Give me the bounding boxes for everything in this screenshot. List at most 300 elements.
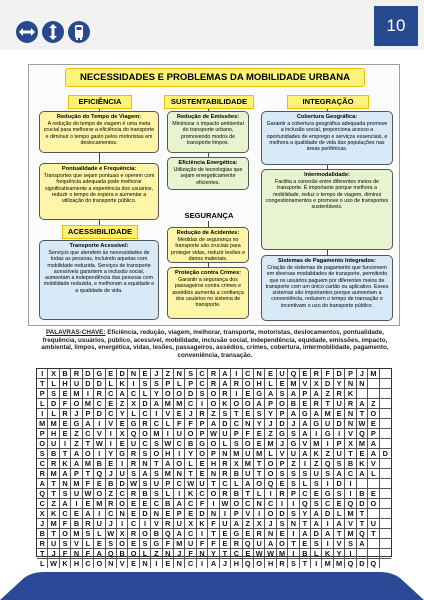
grid-cell: I xyxy=(94,509,105,519)
grid-cell: V xyxy=(277,449,288,459)
mind-map-title: NECESSIDADES E PROBLEMAS DA MOBILIDADE URBANA xyxy=(65,68,365,87)
grid-cell: B xyxy=(185,439,196,449)
grid-cell: A xyxy=(71,459,82,469)
grid-cell: R xyxy=(128,449,139,459)
grid-cell: O xyxy=(208,489,219,499)
grid-cell: O xyxy=(243,379,254,389)
grid-cell: M xyxy=(322,409,333,419)
grid-cell: L xyxy=(140,389,151,399)
grid-cell: S xyxy=(277,469,288,479)
grid-cell: L xyxy=(48,379,59,389)
grid-cell: V xyxy=(300,379,311,389)
grid-cell: I xyxy=(174,489,185,499)
grid-cell: T xyxy=(300,519,311,529)
grid-cell: E xyxy=(220,539,231,549)
grid-cell: S xyxy=(288,429,299,439)
grid-cell: U xyxy=(322,419,333,429)
grid-cell: Q xyxy=(106,549,117,559)
grid-cell: U xyxy=(71,489,82,499)
grid-cell: O xyxy=(94,489,105,499)
grid-cell: Y xyxy=(208,549,219,559)
grid-cell: V xyxy=(368,459,379,469)
grid-cell: H xyxy=(163,449,174,459)
grid-cell: S xyxy=(140,479,151,489)
grid-cell: Y xyxy=(265,409,276,419)
grid-cell: G xyxy=(231,529,242,539)
grid-cell: B xyxy=(117,549,128,559)
grid-cell: M xyxy=(48,519,59,529)
grid-cell: R xyxy=(334,389,345,399)
grid-cell: U xyxy=(71,379,82,389)
grid-cell: I xyxy=(322,519,333,529)
grid-cell: R xyxy=(106,499,117,509)
grid-cell: A xyxy=(163,459,174,469)
grid-cell: O xyxy=(117,499,128,509)
grid-cell: W xyxy=(208,429,219,439)
grid-cell: B xyxy=(163,499,174,509)
grid-cell: P xyxy=(300,389,311,399)
grid-cell: D xyxy=(140,399,151,409)
grid-cell: S xyxy=(254,409,265,419)
grid-cell: M xyxy=(83,459,94,469)
grid-cell: O xyxy=(185,429,196,439)
grid-cell: M xyxy=(163,469,174,479)
grid-cell: T xyxy=(48,479,59,489)
grid-cell: T xyxy=(357,409,368,419)
grid-cell: G xyxy=(197,439,208,449)
grid-cell: Z xyxy=(163,369,174,379)
connector xyxy=(99,153,100,163)
grid-cell: W xyxy=(106,529,117,539)
grid-cell: J xyxy=(185,409,196,419)
grid-cell: S xyxy=(288,479,299,489)
grid-cell: A xyxy=(151,399,162,409)
grid-cell xyxy=(368,549,379,559)
node-text: Utilização de tecnologias que sejam energeticamente eficientes. xyxy=(173,167,243,186)
grid-cell: Z xyxy=(288,459,299,469)
grid-cell: A xyxy=(368,449,379,459)
grid-cell: R xyxy=(345,399,356,409)
grid-cell: K xyxy=(345,389,356,399)
grid-cell: U xyxy=(277,369,288,379)
grid-cell: E xyxy=(185,509,196,519)
grid-cell: I xyxy=(197,559,208,568)
grid-cell: P xyxy=(334,439,345,449)
grid-cell: F xyxy=(185,549,196,559)
grid-cell: E xyxy=(277,379,288,389)
node-acidentes xyxy=(167,227,249,263)
grid-cell: A xyxy=(208,559,219,568)
grid-cell: C xyxy=(174,439,185,449)
grid-cell: N xyxy=(345,379,356,389)
grid-cell: F xyxy=(60,399,71,409)
grid-cell: G xyxy=(71,419,82,429)
grid-cell: A xyxy=(300,419,311,429)
grid-cell: I xyxy=(151,409,162,419)
grid-cell: N xyxy=(197,549,208,559)
grid-cell: J xyxy=(48,549,59,559)
grid-cell: E xyxy=(197,459,208,469)
grid-cell: I xyxy=(151,559,162,568)
grid-cell: C xyxy=(106,389,117,399)
grid-cell: O xyxy=(368,409,379,419)
grid-cell: Z xyxy=(322,389,333,399)
grid-cell: J xyxy=(265,419,276,429)
grid-cell: S xyxy=(140,539,151,549)
grid-cell: C xyxy=(185,529,196,539)
grid-cell: I xyxy=(140,519,151,529)
grid-cell xyxy=(368,389,379,399)
grid-cell: D xyxy=(334,369,345,379)
grid-cell: U xyxy=(174,429,185,439)
grid-cell xyxy=(380,489,391,499)
grid-cell: A xyxy=(140,469,151,479)
grid-cell: Z xyxy=(71,439,82,449)
grid-cell: L xyxy=(300,479,311,489)
grid-cell xyxy=(380,479,391,489)
grid-cell: P xyxy=(71,469,82,479)
mind-map-panel xyxy=(28,64,400,326)
grid-cell: Z xyxy=(117,399,128,409)
grid-cell: E xyxy=(128,499,139,509)
grid-cell: L xyxy=(128,409,139,419)
grid-cell: K xyxy=(48,509,59,519)
grid-cell: L xyxy=(48,409,59,419)
grid-cell: E xyxy=(277,529,288,539)
grid-cell: Q xyxy=(163,529,174,539)
grid-cell: N xyxy=(345,409,356,419)
grid-cell: A xyxy=(300,529,311,539)
grid-cell: S xyxy=(231,439,242,449)
grid-cell: U xyxy=(254,539,265,549)
grid-cell: E xyxy=(243,529,254,539)
grid-cell: I xyxy=(322,439,333,449)
grid-cell: E xyxy=(140,369,151,379)
grid-cell: J xyxy=(277,439,288,449)
grid-cell: E xyxy=(71,509,82,519)
grid-cell: P xyxy=(345,369,356,379)
grid-cell: C xyxy=(185,499,196,509)
grid-cell: O xyxy=(37,439,48,449)
grid-cell: T xyxy=(231,409,242,419)
grid-cell: I xyxy=(60,439,71,449)
grid-cell: M xyxy=(71,529,82,539)
grid-cell: R xyxy=(60,409,71,419)
grid-cell: D xyxy=(140,509,151,519)
grid-cell: U xyxy=(368,519,379,529)
grid-cell: S xyxy=(140,449,151,459)
grid-cell: I xyxy=(106,429,117,439)
grid-cell: O xyxy=(208,439,219,449)
grid-cell: U xyxy=(185,539,196,549)
grid-cell: N xyxy=(128,369,139,379)
grid-cell: Q xyxy=(94,469,105,479)
grid-cell xyxy=(380,429,391,439)
grid-cell: H xyxy=(208,459,219,469)
grid-cell: O xyxy=(174,389,185,399)
grid-cell: W xyxy=(254,549,265,559)
node-title: Pontualidade e Frequência: xyxy=(61,166,137,172)
grid-cell: E xyxy=(106,459,117,469)
grid-cell: L xyxy=(163,419,174,429)
grid-cell: V xyxy=(106,419,117,429)
grid-cell: R xyxy=(277,489,288,499)
grid-cell: U xyxy=(220,429,231,439)
grid-cell: E xyxy=(83,499,94,509)
grid-cell: C xyxy=(94,399,105,409)
grid-cell xyxy=(380,399,391,409)
grid-cell: R xyxy=(277,559,288,568)
grid-cell: X xyxy=(128,399,139,409)
grid-cell: A xyxy=(334,519,345,529)
grid-cell: A xyxy=(37,479,48,489)
grid-cell: L xyxy=(106,379,117,389)
grid-cell: W xyxy=(94,439,105,449)
grid-cell: B xyxy=(345,459,356,469)
grid-cell: G xyxy=(151,539,162,549)
grid-cell: A xyxy=(208,419,219,429)
grid-cell: R xyxy=(220,389,231,399)
grid-cell: R xyxy=(140,419,151,429)
grid-cell: R xyxy=(37,539,48,549)
grid-cell: P xyxy=(231,509,242,519)
keywords-text: Eficiência, redução, viagem, melhorar, transporte, motoristas, deslocamentos, pontualidade, frequência, usuários, público, acessível, mobilidade, inclusão social, independência, equidade, emissões, impacto, ambiental, limpos, energética, vidas, lesões, passageiros, assédios, crimes, cobertura, intermobilidade, pagamento, conveniência, transação. xyxy=(41,329,389,360)
grid-cell: E xyxy=(357,449,368,459)
grid-cell: R xyxy=(197,409,208,419)
grid-cell: C xyxy=(151,499,162,509)
grid-cell: U xyxy=(243,449,254,459)
grid-cell: S xyxy=(277,389,288,399)
grid-cell: P xyxy=(277,409,288,419)
grid-cell: P xyxy=(277,459,288,469)
grid-cell: H xyxy=(48,429,59,439)
grid-cell: I xyxy=(197,399,208,409)
grid-cell: D xyxy=(197,509,208,519)
grid-cell xyxy=(368,379,379,389)
grid-cell: Z xyxy=(48,499,59,509)
grid-cell: S xyxy=(151,489,162,499)
bottom-band xyxy=(0,566,424,600)
grid-cell: M xyxy=(151,429,162,439)
grid-cell: E xyxy=(128,559,139,568)
grid-cell: V xyxy=(151,519,162,529)
grid-cell: S xyxy=(277,519,288,529)
grid-cell: H xyxy=(71,559,82,568)
grid-cell: J xyxy=(106,469,117,479)
grid-cell: J xyxy=(357,369,368,379)
grid-cell: N xyxy=(288,519,299,529)
grid-cell: R xyxy=(220,469,231,479)
grid-cell: Z xyxy=(311,459,322,469)
grid-cell: O xyxy=(231,399,242,409)
grid-cell: Z xyxy=(106,489,117,499)
grid-cell xyxy=(380,459,391,469)
grid-cell: P xyxy=(185,379,196,389)
grid-cell: N xyxy=(254,499,265,509)
grid-cell: O xyxy=(265,459,276,469)
grid-cell: M xyxy=(322,559,333,568)
grid-cell xyxy=(380,499,391,509)
grid-cell: F xyxy=(83,549,94,559)
grid-cell: X xyxy=(37,509,48,519)
grid-cell: X xyxy=(254,519,265,529)
vehicle-icon xyxy=(68,21,90,43)
grid-cell: I xyxy=(345,479,356,489)
grid-cell: P xyxy=(368,429,379,439)
keywords-block xyxy=(40,329,390,360)
grid-cell: R xyxy=(254,529,265,539)
grid-cell: A xyxy=(368,439,379,449)
grid-cell: O xyxy=(277,539,288,549)
grid-cell: T xyxy=(185,469,196,479)
category-seguranca: SEGURANÇA xyxy=(184,211,234,220)
node-tempo-viagem xyxy=(39,111,159,153)
grid-cell: P xyxy=(197,419,208,429)
grid-cell: K xyxy=(322,549,333,559)
grid-cell: E xyxy=(243,409,254,419)
grid-cell: U xyxy=(151,479,162,489)
arrows-vertical-icon xyxy=(42,21,64,43)
grid-cell: E xyxy=(60,419,71,429)
grid-cell: V xyxy=(243,509,254,519)
node-cobertura xyxy=(261,111,393,165)
grid-cell xyxy=(380,529,391,539)
grid-cell: M xyxy=(311,439,322,449)
grid-cell: M xyxy=(83,399,94,409)
grid-cell: S xyxy=(60,539,71,549)
grid-cell: O xyxy=(83,449,94,459)
grid-cell: B xyxy=(106,479,117,489)
grid-cell: P xyxy=(37,389,48,399)
grid-cell: I xyxy=(208,499,219,509)
grid-cell: F xyxy=(208,519,219,529)
grid-cell xyxy=(380,549,391,559)
grid-cell: B xyxy=(288,399,299,409)
grid-cell: Z xyxy=(243,519,254,529)
grid-cell: H xyxy=(254,379,265,389)
grid-cell: I xyxy=(288,549,299,559)
grid-cell: S xyxy=(151,439,162,449)
grid-cell: K xyxy=(185,489,196,499)
grid-cell: U xyxy=(117,469,128,479)
grid-cell: E xyxy=(106,399,117,409)
grid-cell: T xyxy=(288,539,299,549)
grid-cell: V xyxy=(345,519,356,529)
grid-cell: W xyxy=(357,419,368,429)
node-text: Facilita a conexão entre diferentes meios de transporte. É importante porque melhora a mobilidade, reduz o tempo de viagem, diminui congestionamentos e promove o uso de transportes sustentáveis. xyxy=(265,179,389,211)
grid-cell: N xyxy=(151,509,162,519)
grid-cell: A xyxy=(322,529,333,539)
grid-cell: I xyxy=(94,419,105,429)
grid-cell: Z xyxy=(151,549,162,559)
grid-cell: I xyxy=(311,429,322,439)
grid-cell: M xyxy=(334,559,345,568)
grid-cell: N xyxy=(106,559,117,568)
grid-cell: T xyxy=(322,399,333,409)
grid-cell: S xyxy=(311,539,322,549)
grid-cell: E xyxy=(117,439,128,449)
grid-cell: Q xyxy=(345,559,356,568)
grid-cell: N xyxy=(140,459,151,469)
grid-cell: R xyxy=(311,369,322,379)
grid-cell: S xyxy=(220,409,231,419)
grid-cell: L xyxy=(254,489,265,499)
grid-cell: D xyxy=(117,479,128,489)
grid-cell: A xyxy=(60,469,71,479)
grid-cell: C xyxy=(185,399,196,409)
grid-cell: E xyxy=(243,549,254,559)
grid-cell: S xyxy=(288,509,299,519)
grid-cell: Q xyxy=(300,499,311,509)
grid-cell: D xyxy=(220,419,231,429)
grid-cell: I xyxy=(106,439,117,449)
grid-cell: M xyxy=(48,469,59,479)
grid-cell: A xyxy=(94,549,105,559)
grid-cell: W xyxy=(128,479,139,489)
grid-cell: F xyxy=(83,479,94,489)
grid-cell: D xyxy=(83,379,94,389)
grid-cell: A xyxy=(311,509,322,519)
node-energetica xyxy=(167,157,249,190)
grid-cell: O xyxy=(265,509,276,519)
node-intermodalidade xyxy=(261,169,393,250)
grid-cell: E xyxy=(60,429,71,439)
grid-cell: Y xyxy=(334,549,345,559)
grid-cell: E xyxy=(368,489,379,499)
grid-cell: D xyxy=(185,389,196,399)
grid-cell: T xyxy=(357,509,368,519)
node-pontualidade xyxy=(39,163,159,220)
grid-cell: S xyxy=(128,469,139,479)
grid-cell: E xyxy=(265,369,276,379)
grid-cell: R xyxy=(128,529,139,539)
grid-cell: B xyxy=(60,369,71,379)
grid-cell: U xyxy=(128,439,139,449)
grid-cell: C xyxy=(37,499,48,509)
grid-cell: G xyxy=(128,419,139,429)
grid-cell: X xyxy=(117,429,128,439)
node-text: Medidas de segurança no transporte são cruciais para proteger vidas, reduzir lesões e danos materiais. xyxy=(171,237,245,262)
grid-cell: E xyxy=(368,419,379,429)
grid-cell: M xyxy=(345,509,356,519)
grid-cell: I xyxy=(231,369,242,379)
grid-cell: E xyxy=(60,389,71,399)
grid-cell: A xyxy=(265,389,276,399)
node-title: Redução do Tempo de Viagem: xyxy=(56,114,142,120)
grid-cell: S xyxy=(311,499,322,509)
grid-cell: O xyxy=(174,459,185,469)
grid-cell: I xyxy=(322,539,333,549)
grid-cell: Y xyxy=(300,509,311,519)
grid-cell: N xyxy=(265,529,276,539)
grid-cell: K xyxy=(311,449,322,459)
grid-cell: O xyxy=(117,539,128,549)
grid-cell: B xyxy=(37,529,48,539)
grid-cell: F xyxy=(60,519,71,529)
grid-cell: E xyxy=(117,419,128,429)
grid-cell xyxy=(368,479,379,489)
grid-cell: Z xyxy=(322,449,333,459)
grid-cell: G xyxy=(117,449,128,459)
grid-cell: B xyxy=(71,519,82,529)
grid-cell xyxy=(380,389,391,399)
grid-cell: C xyxy=(140,409,151,419)
category-acessibilidade: ACESSIBILIDADE xyxy=(62,225,138,239)
grid-cell: L xyxy=(94,529,105,539)
grid-cell: N xyxy=(174,369,185,379)
grid-cell: V xyxy=(94,429,105,439)
grid-cell: S xyxy=(345,539,356,549)
